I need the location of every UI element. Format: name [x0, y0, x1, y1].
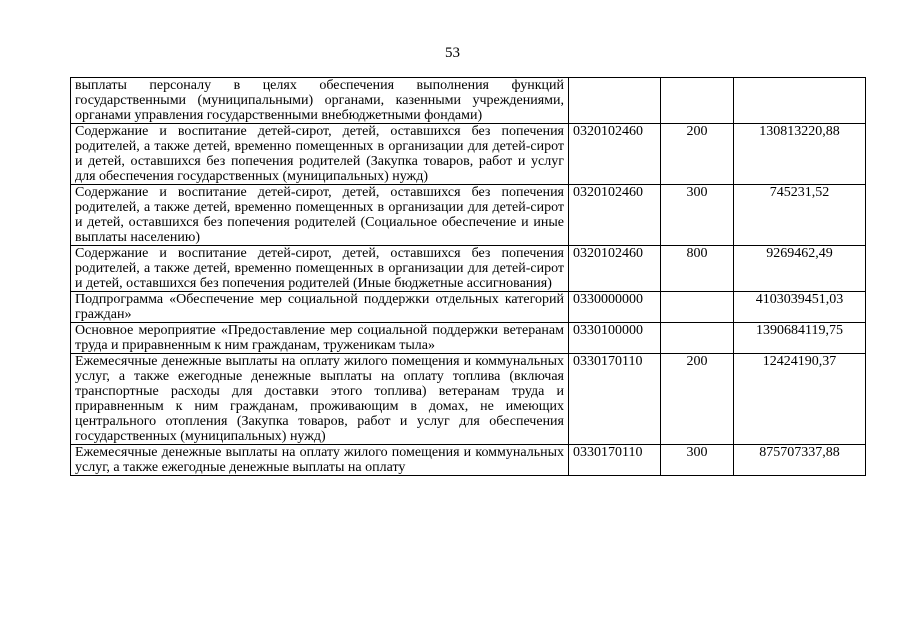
row-target-code: 0320102460: [569, 246, 661, 292]
row-target-code: 0330000000: [569, 292, 661, 323]
row-expense-type: 200: [661, 354, 734, 445]
row-expense-type: [661, 78, 734, 124]
table-row: [71, 292, 866, 323]
row-target-code: [569, 78, 661, 124]
row-description: Основное мероприятие «Предоставление мер социальной поддержки ветеранам труда и приравненным к ним гражданам, труженикам тыла»: [71, 323, 569, 354]
row-amount: 1390684119,75: [734, 323, 866, 354]
page-number: 53: [445, 45, 460, 61]
table-row: [71, 323, 866, 354]
table-row: [71, 354, 866, 445]
row-target-code: 0330100000: [569, 323, 661, 354]
row-expense-type: [661, 323, 734, 354]
row-expense-type: 200: [661, 124, 734, 185]
row-description: Содержание и воспитание детей-сирот, детей, оставшихся без попечения родителей, а также детей, временно помещенных в организации для детей-сирот и детей, оставшихся без попечения родителей (Закупка товаров, работ и услуг для обеспечения государственных (муниципальных) нужд): [71, 124, 569, 185]
row-description: Содержание и воспитание детей-сирот, детей, оставшихся без попечения родителей, а также детей, временно помещенных в организации для детей-сирот и детей, оставшихся без попечения родителей (Иные бюджетные ассигнования): [71, 246, 569, 292]
row-amount: 4103039451,03: [734, 292, 866, 323]
row-target-code: 0330170110: [569, 354, 661, 445]
row-amount: 130813220,88: [734, 124, 866, 185]
row-target-code: 0320102460: [569, 124, 661, 185]
row-description: выплаты персоналу в целях обеспечения выполнения функций государственными (муниципальными) органами, казенными учреждениями, органами управления государственными внебюджетными фондами): [71, 78, 569, 124]
row-target-code: 0330170110: [569, 445, 661, 476]
row-amount: 745231,52: [734, 185, 866, 246]
row-expense-type: 300: [661, 445, 734, 476]
row-description: Ежемесячные денежные выплаты на оплату жилого помещения и коммунальных услуг, а также ежегодные денежные выплаты на оплату: [71, 445, 569, 476]
row-amount: 875707337,88: [734, 445, 866, 476]
table-row: [71, 124, 866, 185]
row-amount: 12424190,37: [734, 354, 866, 445]
table-row: [71, 246, 866, 292]
row-description: Содержание и воспитание детей-сирот, детей, оставшихся без попечения родителей, а также детей, временно помещенных в организации для детей-сирот и детей, оставшихся без попечения родителей (Социальное обеспечение и иные выплаты населению): [71, 185, 569, 246]
row-expense-type: [661, 292, 734, 323]
row-expense-type: 800: [661, 246, 734, 292]
table-row: [71, 185, 866, 246]
table-row: [71, 78, 866, 124]
row-description: Ежемесячные денежные выплаты на оплату жилого помещения и коммунальных услуг, а также ежегодные денежные выплаты на оплату топлива (включая транспортные расходы для доставки этого топлива) ветеранам труда и приравненным к ним гражданам, проживающим в домах, не имеющих центрального отопления (Закупка товаров, работ и услуг для обеспечения государственных (муниципальных) нужд): [71, 354, 569, 445]
budget-table: [70, 77, 866, 476]
row-target-code: 0320102460: [569, 185, 661, 246]
row-description: Подпрограмма «Обеспечение мер социальной поддержки отдельных категорий граждан»: [71, 292, 569, 323]
table-row: [71, 445, 866, 476]
row-amount: 9269462,49: [734, 246, 866, 292]
row-amount: [734, 78, 866, 124]
row-expense-type: 300: [661, 185, 734, 246]
